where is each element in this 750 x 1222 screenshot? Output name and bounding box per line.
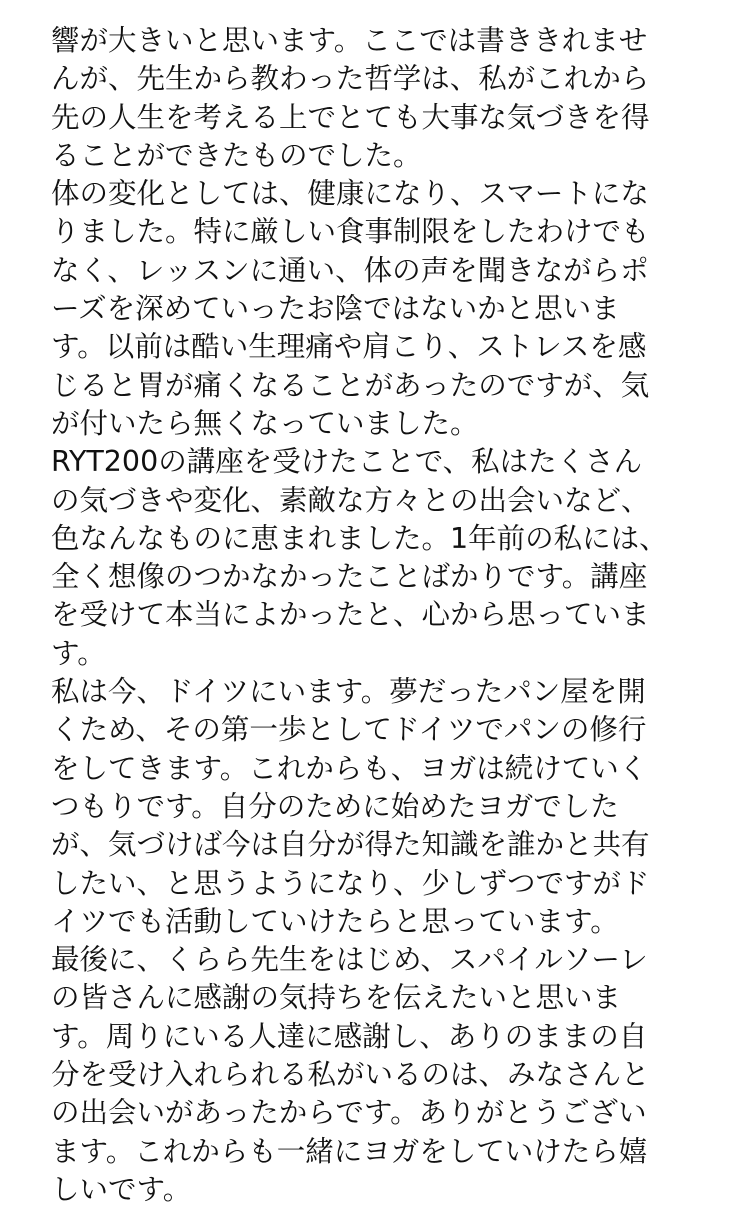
- text-line: イツでも活動していけたらと思っています。: [51, 904, 619, 938]
- document-text: [51, 22, 691, 1209]
- text-line: 私は今、ドイツにいます。夢だったパン屋を開: [51, 675, 646, 709]
- text-line: りました。特に厳しい食事制限をしたわけでも: [51, 215, 650, 249]
- text-line: じると胃が痛くなることがあったのですが、気: [51, 368, 650, 402]
- text-line: をしてきます。これからも、ヨガは続けていく: [51, 751, 648, 785]
- text-line: 体の変化としては、健康になり、スマートにな: [51, 177, 649, 211]
- text-line: ーズを深めていったお陰ではないかと思いま: [51, 292, 620, 326]
- text-line: んが、先生から教わった哲学は、私がこれから: [51, 62, 650, 96]
- text-line: 響が大きいと思います。ここでは書ききれませ: [51, 24, 648, 57]
- text-line: くため、その第一歩としてドイツでパンの修行: [51, 713, 647, 747]
- text-line: を受けて本当によかったと、心から思っていま: [51, 598, 650, 632]
- text-line: 先の人生を考える上でとても大事な気づきを得: [51, 100, 650, 134]
- text-line: の気づきや変化、素敵な方々との出会いなど、: [51, 483, 650, 517]
- text-line: 色なんなものに恵まれました。1年前の私には、: [51, 521, 668, 555]
- text-line: したい、と思うようになり、少しずつですがド: [51, 866, 650, 900]
- text-line: の出会いがあったからです。ありがとうござい: [51, 1096, 647, 1130]
- text-line: ることができたものでした。: [51, 138, 422, 172]
- text-line: が、気づけば今は自分が得た知識を誰かと共有: [51, 828, 650, 862]
- text-line: なく、レッスンに通い、体の声を聞きながらポ: [51, 253, 649, 287]
- text-line: 全く想像のつかなかったことばかりです。講座: [51, 560, 648, 594]
- text-line: が付いたら無くなっていました。: [51, 406, 479, 440]
- text-line: つもりです。自分のために始めたヨガでした: [51, 789, 619, 823]
- text-line: す。以前は酷い生理痛や肩こり、ストレスを感: [51, 330, 647, 364]
- text-line: ます。これからも一緒にヨガをしていけたら嬉: [51, 1134, 648, 1168]
- text-line: しいです。: [51, 1172, 192, 1206]
- text-line: す。: [51, 636, 106, 670]
- text-line: 最後に、くらら先生をはじめ、スパイルソーレ: [51, 943, 648, 977]
- text-line: す。周りにいる人達に感謝し、ありのままの自: [51, 1019, 648, 1053]
- text-line: RYT200の講座を受けたことで、私はたくさん: [51, 445, 643, 479]
- text-line: 分を受け入れられる私がいるのは、みなさんと: [51, 1058, 650, 1092]
- text-line: の皆さんに感謝の気持ちを伝えたいと思いま: [51, 981, 622, 1015]
